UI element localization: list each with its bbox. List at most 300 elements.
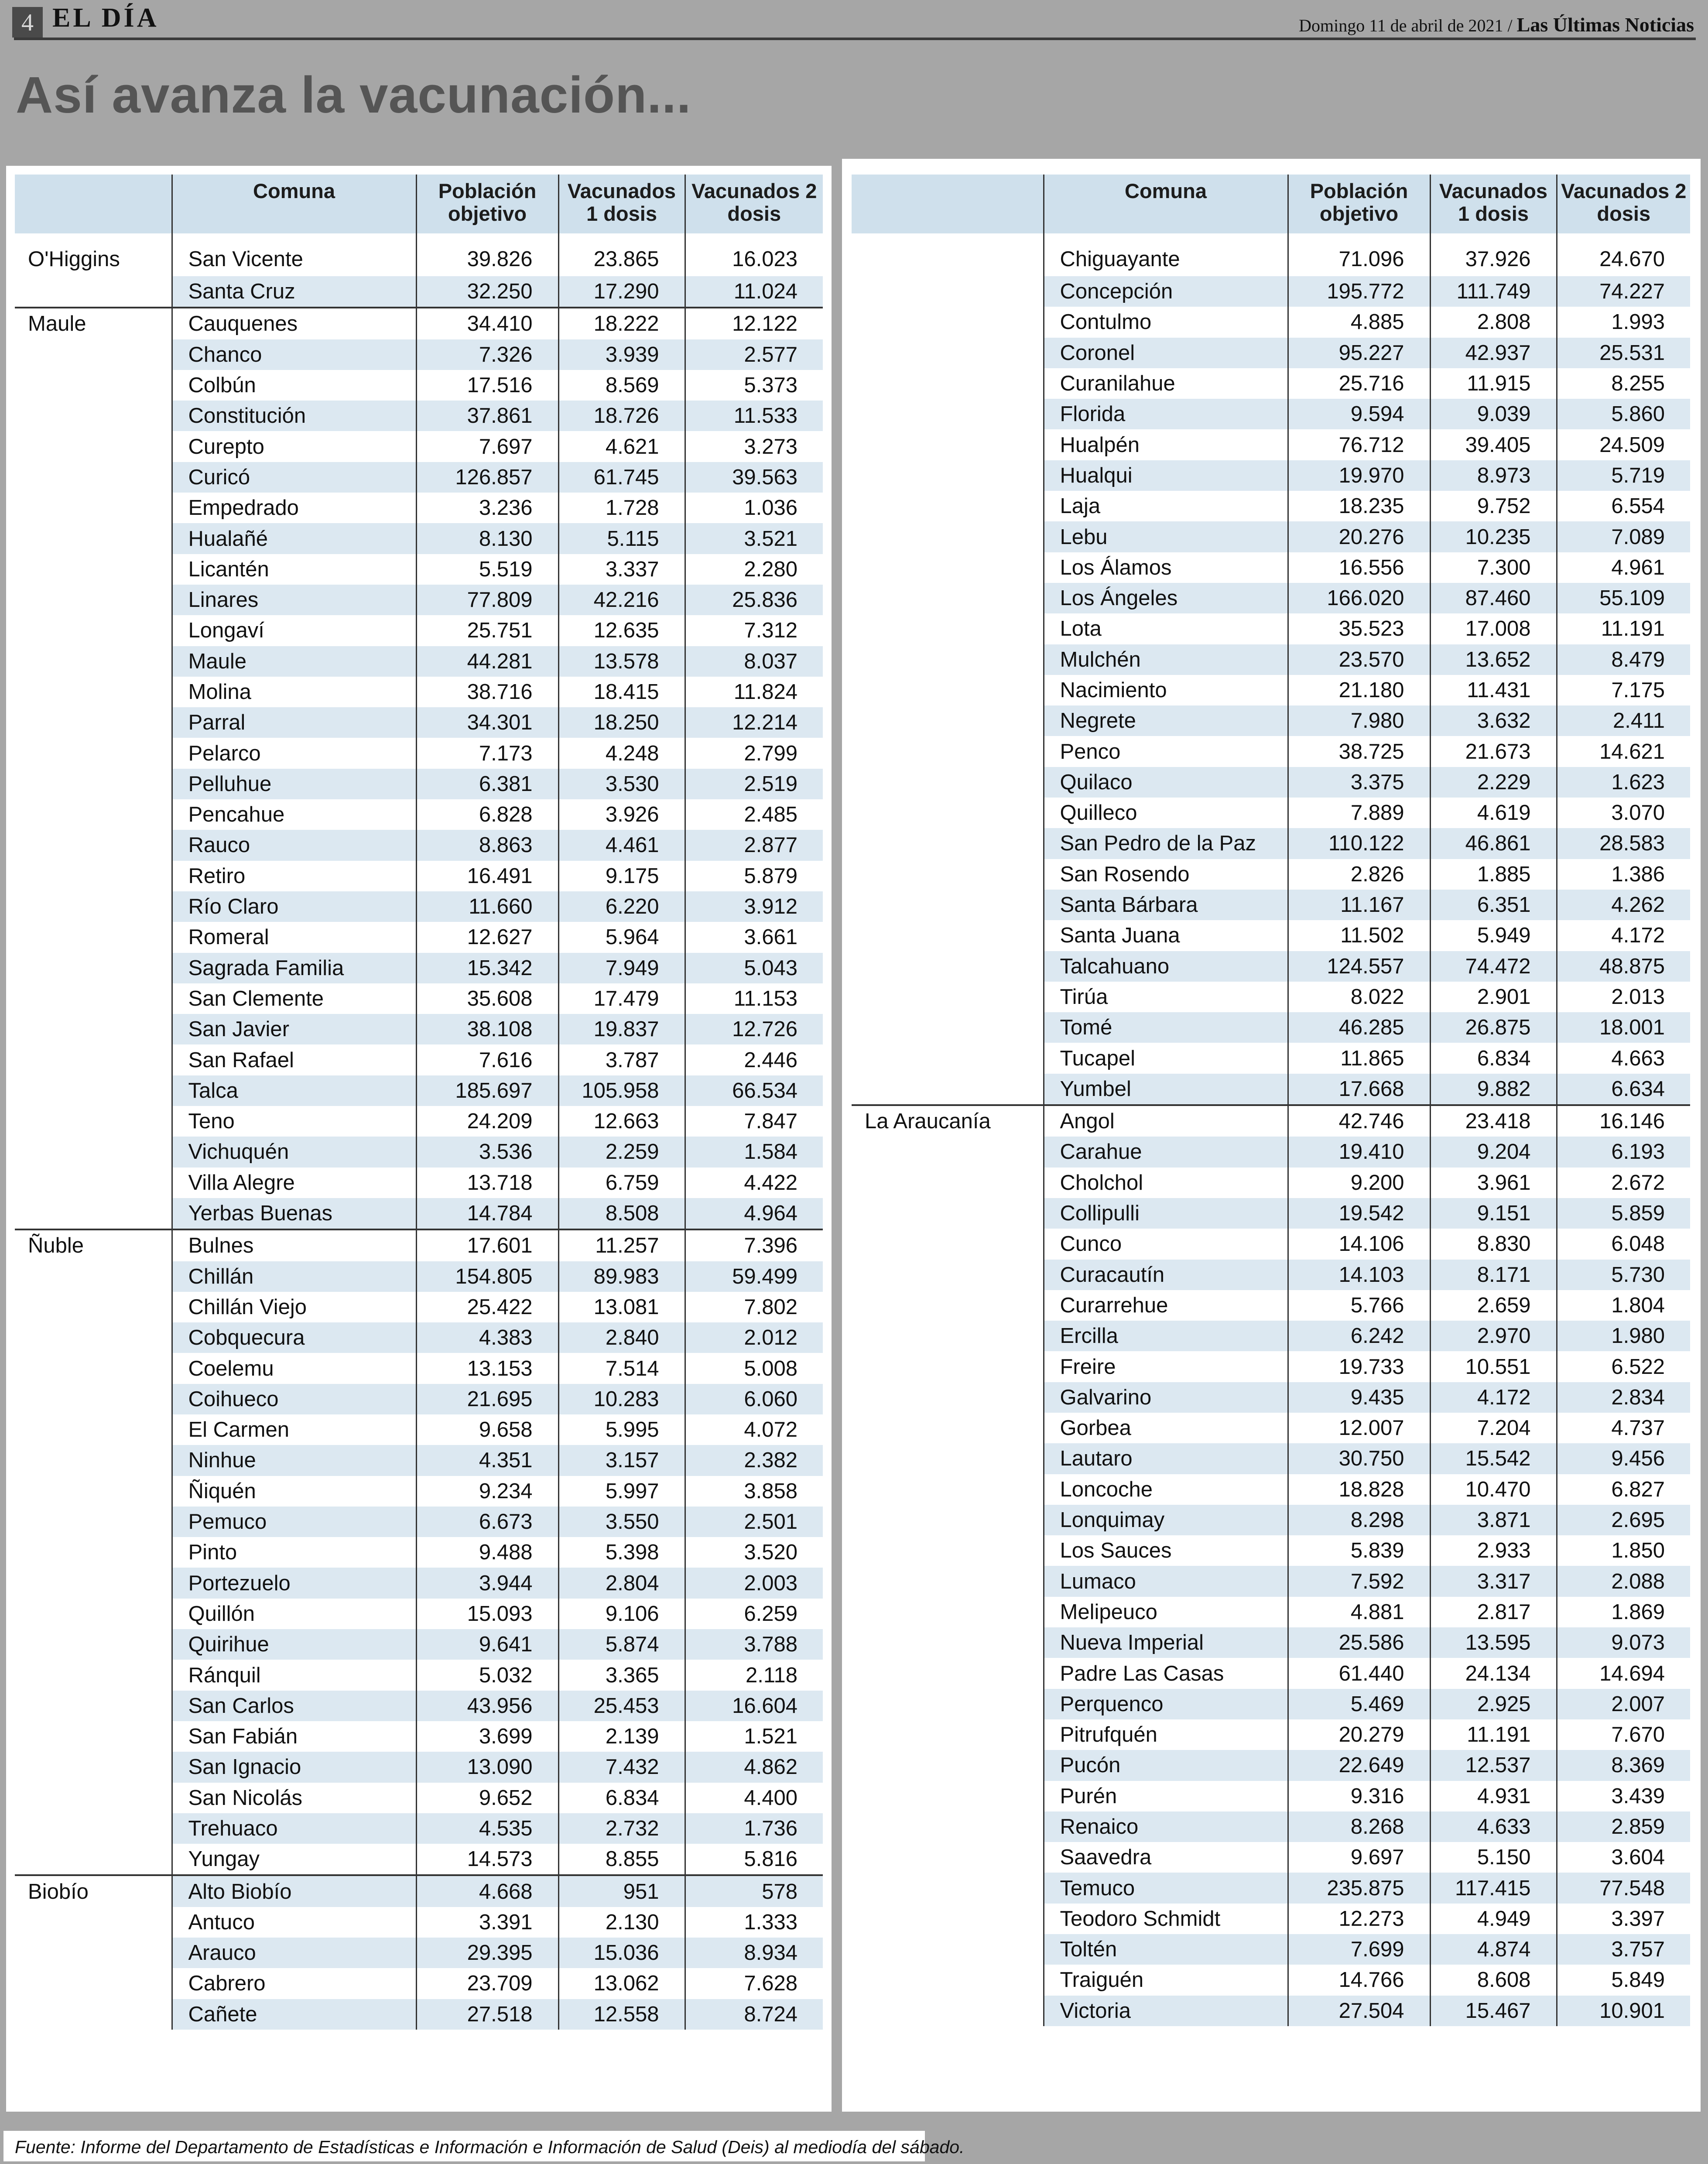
dosis1-cell: 23.418 — [1430, 1105, 1557, 1137]
region-cell — [15, 1721, 172, 1752]
region-cell — [15, 276, 172, 308]
table-row — [15, 615, 823, 646]
dosis1-cell: 3.550 — [558, 1507, 685, 1537]
comuna-cell: Antuco — [172, 1907, 416, 1938]
dosis2-cell: 6.259 — [685, 1599, 823, 1629]
table-row — [15, 1414, 823, 1445]
dosis2-cell: 14.694 — [1557, 1658, 1690, 1688]
dosis2-cell: 5.719 — [1557, 460, 1690, 491]
dosis1-cell: 11.915 — [1430, 368, 1557, 399]
region-cell — [15, 646, 172, 677]
dosis2-cell: 4.400 — [685, 1783, 823, 1813]
region-cell: Biobío — [15, 1875, 172, 1907]
table-row — [852, 1413, 1690, 1443]
dosis1-cell: 10.235 — [1430, 521, 1557, 552]
dosis1-cell: 4.874 — [1430, 1934, 1557, 1965]
comuna-cell: Coihueco — [172, 1384, 416, 1414]
poblacion-cell: 15.342 — [416, 953, 558, 983]
dosis1-cell: 61.745 — [558, 462, 685, 493]
comuna-cell: Constitución — [172, 401, 416, 431]
comuna-cell: Alto Biobío — [172, 1875, 416, 1907]
dosis1-cell: 42.216 — [558, 585, 685, 615]
table-row — [852, 1290, 1690, 1321]
comuna-cell: Curarrehue — [1044, 1290, 1288, 1321]
comuna-cell: Nueva Imperial — [1044, 1627, 1288, 1658]
source-note: Fuente: Informe del Departamento de Estadísticas e Información e Información de Salud (Deis) al mediodía del sábado. — [15, 2137, 965, 2157]
poblacion-cell: 235.875 — [1288, 1873, 1430, 1903]
comuna-cell: Molina — [172, 677, 416, 707]
comuna-cell: Penco — [1044, 736, 1288, 767]
region-cell — [15, 339, 172, 370]
comuna-cell: Lebu — [1044, 521, 1288, 552]
comuna-cell: San Carlos — [172, 1691, 416, 1721]
dosis1-cell: 4.633 — [1430, 1811, 1557, 1842]
poblacion-cell: 11.865 — [1288, 1043, 1430, 1073]
table-row — [852, 920, 1690, 951]
poblacion-cell: 25.586 — [1288, 1627, 1430, 1658]
table-row — [15, 1783, 823, 1813]
dosis1-cell: 3.337 — [558, 554, 685, 585]
table-row — [852, 429, 1690, 460]
dosis2-cell: 6.554 — [1557, 491, 1690, 521]
poblacion-cell: 11.502 — [1288, 920, 1430, 951]
table-row — [15, 339, 823, 370]
region-cell — [852, 1321, 1044, 1351]
dosis1-cell: 17.479 — [558, 983, 685, 1014]
region-cell — [852, 1996, 1044, 2026]
comuna-cell: Chanco — [172, 339, 416, 370]
dosis2-cell: 59.499 — [685, 1261, 823, 1292]
poblacion-cell: 38.716 — [416, 677, 558, 707]
region-cell — [15, 1384, 172, 1414]
table-row — [852, 1260, 1690, 1290]
dosis2-cell: 8.934 — [685, 1938, 823, 1968]
table-row — [15, 1721, 823, 1752]
poblacion-cell: 5.519 — [416, 554, 558, 585]
dosis1-cell: 1.728 — [558, 493, 685, 523]
table-row — [852, 767, 1690, 798]
region-cell — [15, 1599, 172, 1629]
poblacion-cell: 13.153 — [416, 1353, 558, 1383]
table-row — [15, 1445, 823, 1476]
comuna-cell: Pinto — [172, 1537, 416, 1568]
dosis1-cell: 9.175 — [558, 861, 685, 891]
dosis2-cell: 2.834 — [1557, 1382, 1690, 1413]
dosis1-cell: 9.106 — [558, 1599, 685, 1629]
table-row — [15, 276, 823, 308]
comuna-cell: Santa Cruz — [172, 276, 416, 308]
dosis2-cell: 4.964 — [685, 1198, 823, 1229]
dosis1-cell: 11.191 — [1430, 1719, 1557, 1750]
table-row — [15, 983, 823, 1014]
poblacion-cell: 20.276 — [1288, 521, 1430, 552]
region-cell — [15, 615, 172, 646]
dosis1-cell: 5.150 — [1430, 1842, 1557, 1873]
dosis1-cell: 4.931 — [1430, 1781, 1557, 1811]
comuna-cell: Freire — [1044, 1351, 1288, 1382]
table-row — [852, 798, 1690, 828]
comuna-cell: Toltén — [1044, 1934, 1288, 1965]
poblacion-cell: 13.090 — [416, 1752, 558, 1782]
poblacion-cell: 9.697 — [1288, 1842, 1430, 1873]
dosis2-cell: 6.193 — [1557, 1137, 1690, 1167]
region-cell — [15, 462, 172, 493]
table-row — [852, 951, 1690, 982]
dosis1-cell: 2.970 — [1430, 1321, 1557, 1351]
dosis1-cell: 19.837 — [558, 1014, 685, 1044]
dosis2-cell: 11.024 — [685, 276, 823, 308]
region-cell — [852, 798, 1044, 828]
dosis2-cell: 16.146 — [1557, 1105, 1690, 1137]
region-cell — [15, 677, 172, 707]
comuna-cell: San Pedro de la Paz — [1044, 828, 1288, 859]
region-cell — [852, 982, 1044, 1012]
dosis1-cell: 2.259 — [558, 1137, 685, 1167]
comuna-cell: Ninhue — [172, 1445, 416, 1476]
column-header-dosis1: Vacunados 1 dosis — [558, 175, 685, 233]
region-cell — [15, 1137, 172, 1167]
dosis2-cell: 4.072 — [685, 1414, 823, 1445]
region-cell — [852, 1260, 1044, 1290]
poblacion-cell: 4.885 — [1288, 307, 1430, 337]
table-row — [852, 644, 1690, 675]
left-table-panel — [6, 166, 832, 2112]
table-row — [15, 1168, 823, 1198]
poblacion-cell: 11.167 — [1288, 890, 1430, 920]
comuna-cell: Renaico — [1044, 1811, 1288, 1842]
comuna-cell: Purén — [1044, 1781, 1288, 1811]
region-cell — [852, 736, 1044, 767]
region-cell — [852, 1012, 1044, 1043]
dosis1-cell: 6.834 — [1430, 1043, 1557, 1073]
dosis2-cell: 5.730 — [1557, 1260, 1690, 1290]
dosis1-cell: 42.937 — [1430, 338, 1557, 368]
region-cell — [852, 1351, 1044, 1382]
comuna-cell: Los Ángeles — [1044, 583, 1288, 613]
dosis1-cell: 2.229 — [1430, 767, 1557, 798]
comuna-cell: Los Sauces — [1044, 1535, 1288, 1566]
table-row — [15, 523, 823, 554]
region-cell — [15, 431, 172, 462]
table-row — [15, 370, 823, 401]
comuna-cell: Lumaco — [1044, 1566, 1288, 1596]
poblacion-cell: 4.535 — [416, 1813, 558, 1844]
table-header-row — [15, 175, 823, 233]
comuna-cell: Chiguayante — [1044, 233, 1288, 276]
dosis2-cell: 2.519 — [685, 769, 823, 799]
dosis1-cell: 10.283 — [558, 1384, 685, 1414]
comuna-cell: Cholchol — [1044, 1168, 1288, 1198]
column-header-dosis2: Vacunados 2 dosis — [685, 175, 823, 233]
comuna-cell: Lota — [1044, 613, 1288, 644]
dosis1-cell: 10.551 — [1430, 1351, 1557, 1382]
dosis2-cell: 6.060 — [685, 1384, 823, 1414]
region-cell — [15, 1507, 172, 1537]
dosis2-cell: 4.663 — [1557, 1043, 1690, 1073]
comuna-cell: Pemuco — [172, 1507, 416, 1537]
region-cell — [15, 1445, 172, 1476]
table-row — [852, 552, 1690, 583]
table-row — [852, 1627, 1690, 1658]
region-cell — [852, 1043, 1044, 1073]
table-row — [852, 1597, 1690, 1627]
table-row — [15, 1813, 823, 1844]
dosis1-cell: 3.926 — [558, 799, 685, 830]
comuna-cell: Tirúa — [1044, 982, 1288, 1012]
comuna-cell: Hualañé — [172, 523, 416, 554]
dosis2-cell: 1.850 — [1557, 1535, 1690, 1566]
comuna-cell: Pitrufquén — [1044, 1719, 1288, 1750]
table-row — [15, 1106, 823, 1137]
comuna-cell: Contulmo — [1044, 307, 1288, 337]
dosis2-cell: 3.397 — [1557, 1904, 1690, 1934]
dosis1-cell: 2.925 — [1430, 1689, 1557, 1719]
region-cell — [852, 1137, 1044, 1167]
dosis2-cell: 2.012 — [685, 1322, 823, 1353]
table-row — [852, 1443, 1690, 1474]
dosis2-cell: 3.757 — [1557, 1934, 1690, 1965]
region-cell — [852, 859, 1044, 890]
dosis1-cell: 4.621 — [558, 431, 685, 462]
poblacion-cell: 6.381 — [416, 769, 558, 799]
poblacion-cell: 8.022 — [1288, 982, 1430, 1012]
comuna-cell: Curanilahue — [1044, 368, 1288, 399]
dosis2-cell: 1.623 — [1557, 767, 1690, 798]
dosis2-cell: 6.634 — [1557, 1074, 1690, 1105]
poblacion-cell: 24.209 — [416, 1106, 558, 1137]
poblacion-cell: 8.863 — [416, 830, 558, 860]
comuna-cell: Maule — [172, 646, 416, 677]
comuna-cell: Padre Las Casas — [1044, 1658, 1288, 1688]
dosis1-cell: 111.749 — [1430, 276, 1557, 307]
table-header-row — [852, 175, 1690, 233]
comuna-cell: Victoria — [1044, 1996, 1288, 2026]
table-row — [15, 401, 823, 431]
dosis2-cell: 48.875 — [1557, 951, 1690, 982]
dosis2-cell: 11.191 — [1557, 613, 1690, 644]
poblacion-cell: 9.488 — [416, 1537, 558, 1568]
dosis1-cell: 2.901 — [1430, 982, 1557, 1012]
dosis2-cell: 1.333 — [685, 1907, 823, 1938]
column-header-poblacion: Población objetivo — [1288, 175, 1430, 233]
column-header-comuna: Comuna — [1044, 175, 1288, 233]
comuna-cell: Gorbea — [1044, 1413, 1288, 1443]
comuna-cell: Talca — [172, 1075, 416, 1106]
poblacion-cell: 42.746 — [1288, 1105, 1430, 1137]
dosis2-cell: 39.563 — [685, 462, 823, 493]
table-row — [852, 1750, 1690, 1781]
region-cell — [852, 1934, 1044, 1965]
dosis2-cell: 14.621 — [1557, 736, 1690, 767]
region-cell — [15, 1261, 172, 1292]
dosis2-cell: 1.736 — [685, 1813, 823, 1844]
dosis1-cell: 8.508 — [558, 1198, 685, 1229]
poblacion-cell: 9.594 — [1288, 399, 1430, 429]
dosis2-cell: 2.013 — [1557, 982, 1690, 1012]
dosis2-cell: 1.869 — [1557, 1597, 1690, 1627]
dosis1-cell: 3.530 — [558, 769, 685, 799]
comuna-cell: Curacautín — [1044, 1260, 1288, 1290]
poblacion-cell: 8.130 — [416, 523, 558, 554]
region-cell — [15, 769, 172, 799]
table-row — [852, 1137, 1690, 1167]
dosis1-cell: 5.398 — [558, 1537, 685, 1568]
dosis1-cell: 3.871 — [1430, 1505, 1557, 1535]
table-row — [15, 769, 823, 799]
dosis2-cell: 6.048 — [1557, 1229, 1690, 1259]
dosis1-cell: 9.204 — [1430, 1137, 1557, 1167]
table-row — [852, 368, 1690, 399]
region-cell — [852, 552, 1044, 583]
dosis1-cell: 2.732 — [558, 1813, 685, 1844]
dosis2-cell: 1.980 — [1557, 1321, 1690, 1351]
comuna-cell: Yungay — [172, 1844, 416, 1875]
poblacion-cell: 14.573 — [416, 1844, 558, 1875]
poblacion-cell: 32.250 — [416, 276, 558, 308]
region-cell — [852, 1168, 1044, 1198]
table-row — [852, 276, 1690, 307]
dosis2-cell: 6.827 — [1557, 1474, 1690, 1505]
table-row — [852, 1321, 1690, 1351]
dosis2-cell: 2.118 — [685, 1660, 823, 1690]
table-row — [15, 1353, 823, 1383]
poblacion-cell: 12.627 — [416, 922, 558, 952]
comuna-cell: Quillón — [172, 1599, 416, 1629]
region-cell — [15, 554, 172, 585]
table-row — [852, 521, 1690, 552]
dosis2-cell: 4.737 — [1557, 1413, 1690, 1443]
region-cell — [852, 767, 1044, 798]
poblacion-cell: 6.242 — [1288, 1321, 1430, 1351]
dosis1-cell: 117.415 — [1430, 1873, 1557, 1903]
poblacion-cell: 16.556 — [1288, 552, 1430, 583]
poblacion-cell: 2.826 — [1288, 859, 1430, 890]
table-row — [15, 953, 823, 983]
dosis2-cell: 12.726 — [685, 1014, 823, 1044]
table-row — [852, 1689, 1690, 1719]
table-row — [852, 1351, 1690, 1382]
region-cell: O'Higgins — [15, 233, 172, 276]
region-cell — [852, 828, 1044, 859]
poblacion-cell: 9.652 — [416, 1783, 558, 1813]
dosis2-cell: 2.003 — [685, 1568, 823, 1598]
poblacion-cell: 9.200 — [1288, 1168, 1430, 1198]
page-number: 4 — [12, 7, 43, 38]
region-cell — [15, 922, 172, 952]
dosis1-cell: 2.804 — [558, 1568, 685, 1598]
dosis2-cell: 8.369 — [1557, 1750, 1690, 1781]
table-row — [15, 462, 823, 493]
column-header-dosis2: Vacunados 2 dosis — [1557, 175, 1690, 233]
poblacion-cell: 126.857 — [416, 462, 558, 493]
dosis2-cell: 3.520 — [685, 1537, 823, 1568]
region-cell — [15, 1414, 172, 1445]
table-row — [852, 890, 1690, 920]
region-cell — [15, 1476, 172, 1507]
region-cell — [15, 523, 172, 554]
comuna-cell: Río Claro — [172, 891, 416, 922]
comuna-cell: Chillán — [172, 1261, 416, 1292]
table-row — [15, 1844, 823, 1875]
dosis2-cell: 5.879 — [685, 861, 823, 891]
dosis2-cell: 55.109 — [1557, 583, 1690, 613]
dosis1-cell: 5.115 — [558, 523, 685, 554]
region-cell — [15, 1938, 172, 1968]
comuna-cell: Tomé — [1044, 1012, 1288, 1043]
dateline — [1299, 13, 1694, 36]
table-row — [15, 1629, 823, 1660]
region-cell — [15, 799, 172, 830]
comuna-cell: Los Álamos — [1044, 552, 1288, 583]
poblacion-cell: 25.751 — [416, 615, 558, 646]
vaccination-table-left — [15, 175, 823, 2030]
table-row — [852, 1873, 1690, 1903]
region-cell — [15, 1813, 172, 1844]
dosis2-cell: 1.584 — [685, 1137, 823, 1167]
table-row — [15, 1907, 823, 1938]
dosis2-cell: 7.802 — [685, 1292, 823, 1322]
dosis2-cell: 7.670 — [1557, 1719, 1690, 1750]
poblacion-cell: 34.301 — [416, 707, 558, 738]
dosis1-cell: 13.062 — [558, 1968, 685, 1999]
dosis1-cell: 87.460 — [1430, 583, 1557, 613]
dosis1-cell: 6.351 — [1430, 890, 1557, 920]
poblacion-cell: 5.469 — [1288, 1689, 1430, 1719]
table-row — [15, 308, 823, 339]
poblacion-cell: 7.616 — [416, 1044, 558, 1075]
comuna-cell: San Nicolás — [172, 1783, 416, 1813]
table-row — [852, 1074, 1690, 1105]
region-cell — [852, 1566, 1044, 1596]
region-cell — [15, 1537, 172, 1568]
dosis2-cell: 3.788 — [685, 1629, 823, 1660]
dosis1-cell: 13.578 — [558, 646, 685, 677]
table-row — [15, 1537, 823, 1568]
region-cell — [15, 1075, 172, 1106]
poblacion-cell: 27.504 — [1288, 1996, 1430, 2026]
region-cell — [852, 460, 1044, 491]
table-row — [15, 1968, 823, 1999]
dosis1-cell: 11.431 — [1430, 675, 1557, 705]
region-cell — [15, 1106, 172, 1137]
poblacion-cell: 23.709 — [416, 1968, 558, 1999]
region-cell — [852, 491, 1044, 521]
dosis1-cell: 3.961 — [1430, 1168, 1557, 1198]
region-cell — [15, 1044, 172, 1075]
table-row — [15, 707, 823, 738]
comuna-cell: Hualpén — [1044, 429, 1288, 460]
poblacion-cell: 5.839 — [1288, 1535, 1430, 1566]
dosis2-cell: 9.456 — [1557, 1443, 1690, 1474]
region-cell — [852, 233, 1044, 276]
table-row — [15, 1322, 823, 1353]
poblacion-cell: 17.668 — [1288, 1074, 1430, 1105]
table-body-left — [15, 233, 823, 2030]
dosis2-cell: 3.439 — [1557, 1781, 1690, 1811]
region-cell — [852, 675, 1044, 705]
table-row — [852, 1474, 1690, 1505]
dosis1-cell: 4.949 — [1430, 1904, 1557, 1934]
dosis1-cell: 15.542 — [1430, 1443, 1557, 1474]
table-row — [15, 1568, 823, 1598]
table-row — [852, 1719, 1690, 1750]
region-cell — [15, 370, 172, 401]
dosis1-cell: 5.949 — [1430, 920, 1557, 951]
dosis2-cell: 2.382 — [685, 1445, 823, 1476]
vaccination-table-right — [852, 175, 1690, 2026]
dosis1-cell: 3.787 — [558, 1044, 685, 1075]
dosis1-cell: 24.134 — [1430, 1658, 1557, 1688]
